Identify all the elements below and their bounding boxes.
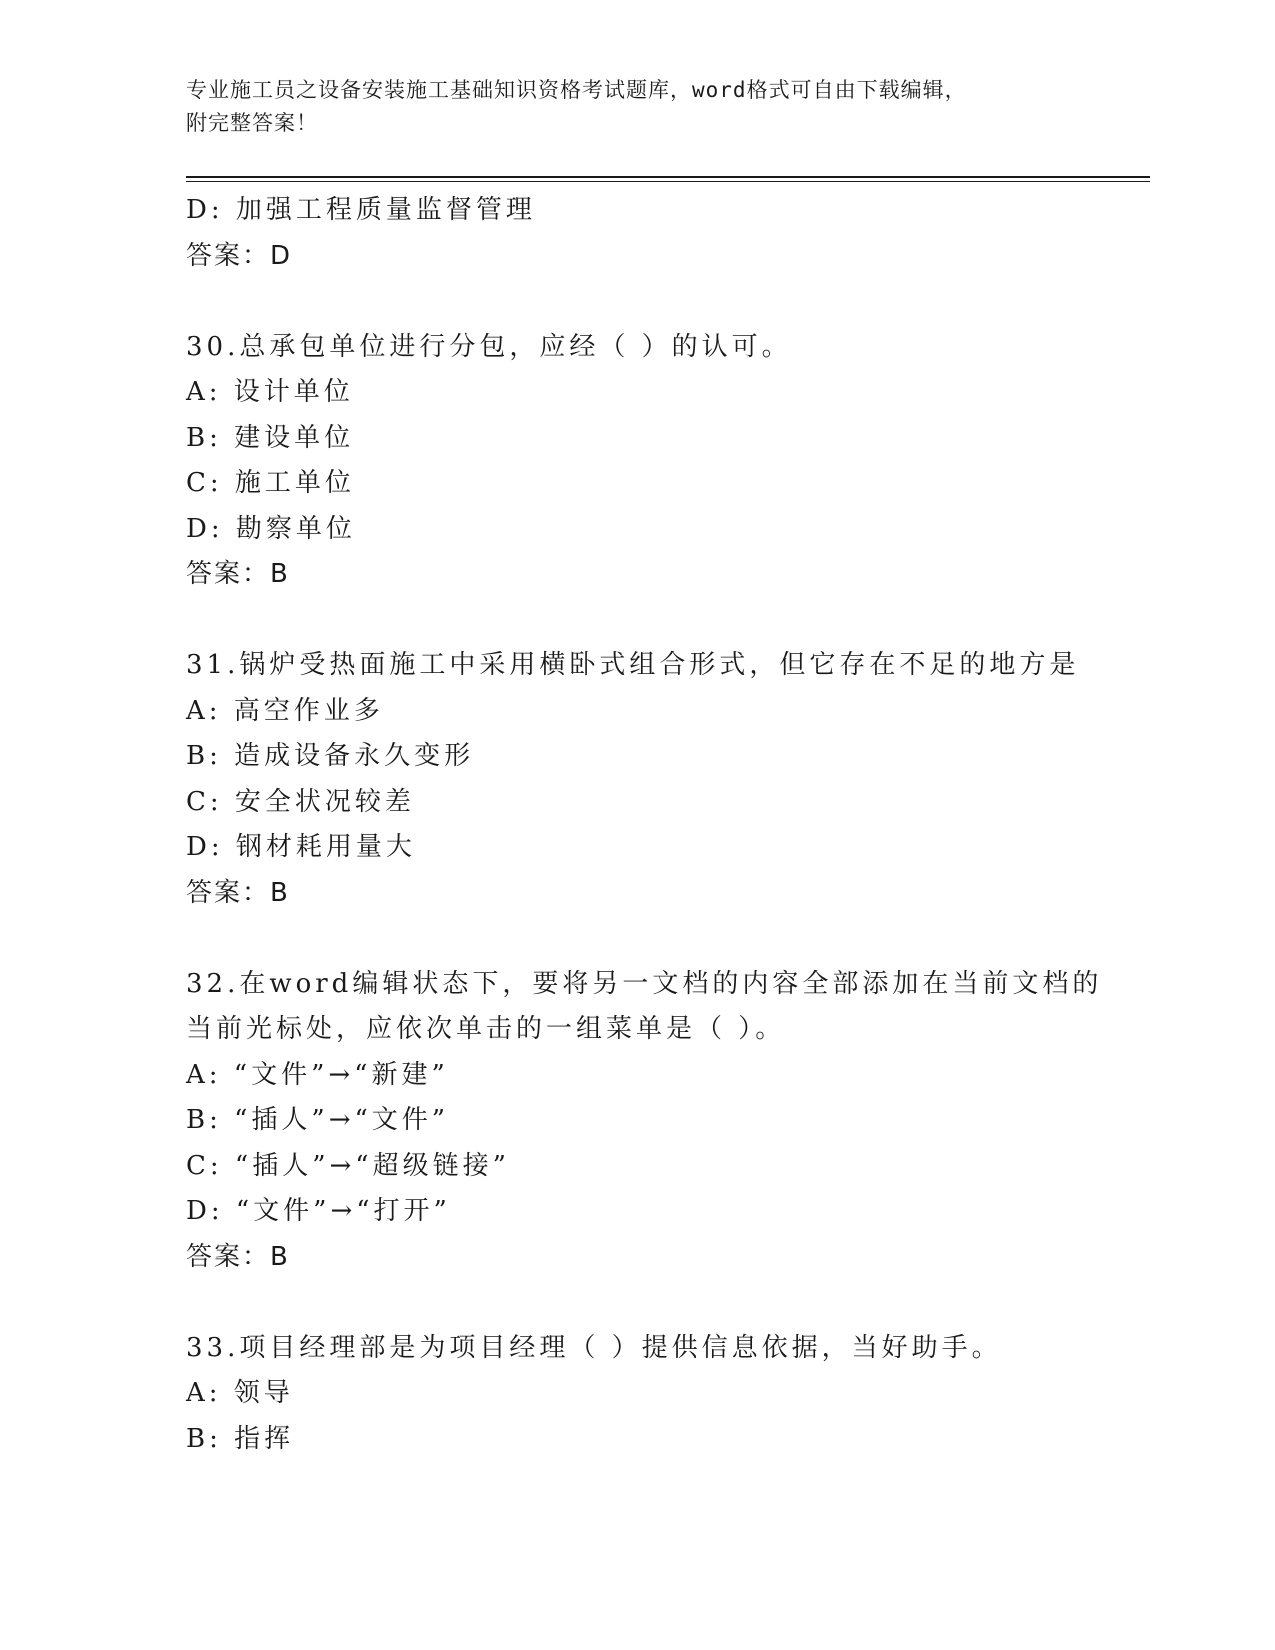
option-c: C: “插人”→“超级链接” — [186, 1150, 510, 1181]
header-line-1: 专业施工员之设备安装施工基础知识资格考试题库，word格式可自由下载编辑， — [186, 78, 967, 102]
question-30 — [186, 325, 1150, 598]
question-stem-line-2: 当前光标处，应依次单击的一组菜单是（ ）。 — [186, 1014, 786, 1044]
option-b: B: 造成设备永久变形 — [186, 741, 475, 771]
document-header — [186, 74, 1066, 140]
answer: 答案：B — [186, 877, 290, 908]
option-d: D: “文件”→“打开” — [186, 1196, 451, 1226]
question-31 — [186, 643, 1150, 916]
option-b: B: 建设单位 — [186, 422, 355, 453]
header-line-2: 附完整答案！ — [186, 111, 318, 135]
question-33 — [186, 1326, 1150, 1463]
spacer — [186, 598, 1150, 644]
question-stem: 30.总承包单位进行分包，应经（ ）的认可。 — [186, 331, 792, 362]
question-32 — [186, 962, 1150, 1281]
option-b: B: 指挥 — [186, 1423, 295, 1454]
option-a: A: 设计单位 — [186, 377, 354, 407]
question-stem-line-1: 32.在word编辑状态下，要将另一文档的内容全部添加在当前文档的 — [186, 968, 1103, 999]
question-content — [186, 188, 1150, 1462]
answer: 答案：B — [186, 1241, 290, 1272]
option-b: B: “插人”→“文件” — [186, 1105, 450, 1135]
previous-option-d: D: 加强工程质量监督管理 — [186, 195, 536, 225]
option-a: A: “文件”→“新建” — [186, 1059, 449, 1090]
option-d: D: 钢材耗用量大 — [186, 832, 416, 862]
previous-answer: 答案：D — [186, 240, 293, 271]
option-c: C: 安全状况较差 — [186, 786, 415, 817]
spacer — [186, 916, 1150, 962]
spacer — [186, 279, 1150, 325]
answer: 答案：B — [186, 559, 290, 589]
option-c: C: 施工单位 — [186, 468, 355, 498]
header-rule-thick — [186, 176, 1150, 178]
question-stem: 33.项目经理部是为项目经理（ ）提供信息依据，当好助手。 — [186, 1332, 1002, 1363]
option-a: A: 领导 — [186, 1378, 294, 1408]
question-stem: 31.锅炉受热面施工中采用横卧式组合形式，但它存在不足的地方是 — [186, 650, 1080, 680]
option-d: D: 勘察单位 — [186, 513, 356, 544]
option-a: A: 高空作业多 — [186, 695, 384, 726]
header-rule-thin — [186, 181, 1150, 182]
spacer — [186, 1280, 1150, 1326]
